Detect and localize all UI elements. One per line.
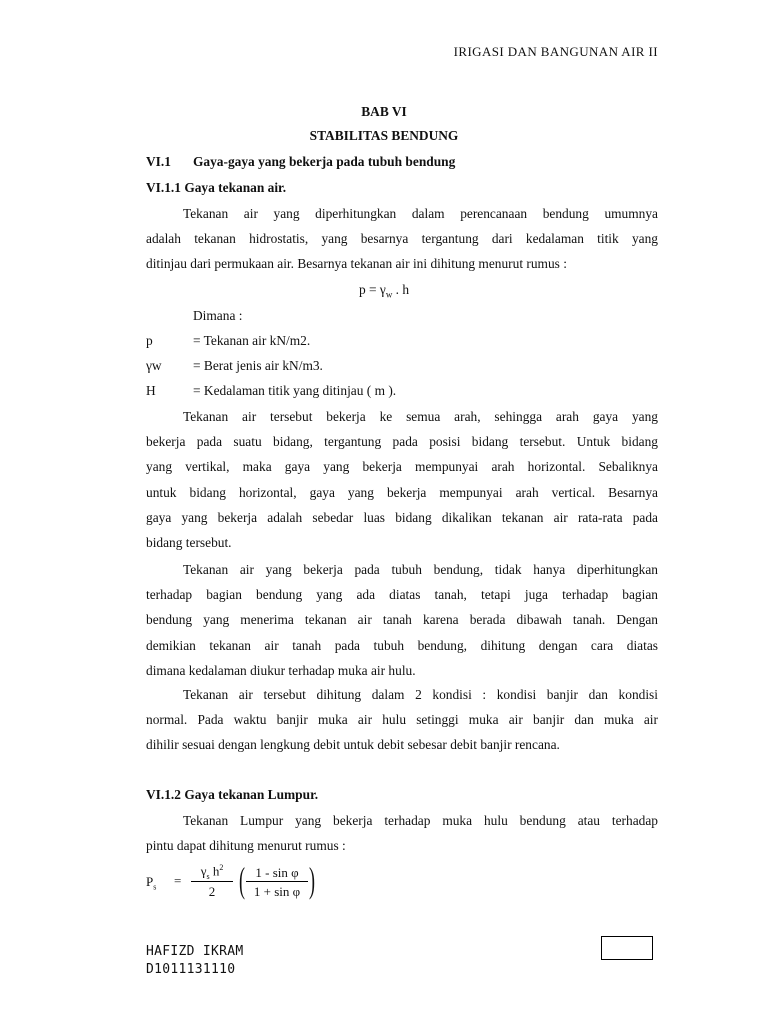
text-line: Tekanan Lumpur yang bekerja terhadap muka hulu bendung atau terhadap (183, 813, 658, 828)
document-page: IRIGASI DAN BANGUNAN AIR II BAB VI STABILITAS BENDUNG VI.1 Gaya-gaya yang bekerja pada tubuh bendung VI.1.1 Gaya tekanan air. Tekanan air yang diperhitungkan dalam perencanaan bendung umumnya adalah tekanan hidrostatis, yang besarnya tergantung dari kedalaman titik yang ditinjau dari permukaan air. Besarnya tekanan air ini dihitung menurut rumus : $p = \gamma_w$ . h Dimana : p = Tekanan air kN/m2. γw = Berat jenis air kN/m3. H = Kedalaman titik yang ditinjau ( m ). Tekanan air tersebut bekerja ke semua arah, sehingga arah gaya yang bekerja pada suatu bidang, tergantung pada posisi bidang tersebut. Untuk bidang yang vertikal, maka gaya yang bekerja mempunyai arah horizontal. Sebaliknya untuk bidang horizontal, gaya yang bekerja mempunyai arah vertical. Besarnya gaya yang bekerja adalah sebedar luas bidang dikalikan tekanan air rata-rata pada bidang tersebut. Tekanan air yang bekerja pada tubuh bendung, tidak hanya diperhitungkan terhadap bagian bendung yang ada diatas tanah, tetapi juga terhadap bagian bendung yang menerima tekanan air tanah karena berada dibawah tanah. Dengan demikian tekanan air tanah pada tubuh bendung, dihitung dengan cara diatas dimana kedalaman diukur terhadap muka air hulu. Tekanan air tersebut dihitung dalam 2 kondisi : kondisi banjir dan kondisi normal. Pada waktu banjir muka air hulu setinggi muka air banjir dan muka air dihilir sesuai dengan lengkung debit untuk debit sebesar debit banjir rencana. VI.1.2 Gaya tekanan Lumpur. Tekanan Lumpur yang bekerja terhadap muka hulu bendung atau terhadap pintu dapat dihitung menurut rumus : $P_s$ = $\gamma_s$ $h^2$ 2 ( 1 - sin φ 1 + sin φ ) HAFIZD IKRAM D1011131110 (0, 0, 768, 1024)
paragraph (146, 201, 658, 277)
text-line: bidang tersebut. (146, 535, 232, 551)
definition-term: H (146, 383, 156, 398)
running-header: IRIGASI DAN BANGUNAN AIR II (453, 44, 658, 59)
text-line: gaya yang bekerja adalah sebedar luas bidang dikalikan tekanan air rata-rata pada (146, 509, 658, 525)
text-line: normal. Pada waktu banjir muka air hulu setinggi muka air banjir dan muka air (146, 712, 658, 728)
author-name: HAFIZD IKRAM (146, 944, 244, 959)
chapter-number: BAB VI (361, 104, 407, 119)
paragraph (146, 682, 658, 758)
definition-term: γw (146, 358, 162, 373)
text-line: bekerja pada suatu bidang, tergantung pada posisi bidang tersebut. Untuk bidang (146, 434, 658, 450)
text-line: dimana kedalaman diukur terhadap muka air hulu. (146, 662, 416, 678)
student-id: D1011131110 (146, 962, 236, 977)
text-line: ditinjau dari permukaan air. Besarnya tekanan air ini dihitung menurut rumus : (146, 256, 567, 272)
text-line: adalah tekanan hidrostatis, yang besarnya tergantung dari kedalaman titik yang (146, 231, 658, 247)
formula-pressure: $p = \gamma_w$ . h (358, 282, 410, 300)
section-number: VI.1 (146, 154, 171, 169)
paragraph (146, 404, 658, 555)
text-line: demikian tekanan air tanah pada tubuh bendung, dihitung dengan cara diatas (146, 637, 658, 653)
subsection-title: VI.1.2 Gaya tekanan Lumpur. (146, 787, 319, 802)
text-line: dihilir sesuai dengan lengkung debit untuk debit sebesar debit banjir rencana. (146, 737, 560, 753)
definition-text: = Kedalaman titik yang ditinjau ( m ). (193, 383, 397, 398)
text-line: bendung yang menerima tekanan air tanah karena berada dibawah tanah. Dengan (146, 612, 658, 628)
where-label: Dimana : (193, 308, 243, 323)
chapter-title: STABILITAS BENDUNG (309, 128, 459, 143)
text-line: Tekanan air yang bekerja pada tubuh bendung, tidak hanya diperhitungkan (183, 562, 658, 577)
paragraph (146, 557, 658, 683)
text-line: Tekanan air tersebut bekerja ke semua arah, sehingga arah gaya yang (183, 409, 658, 424)
text-line: Tekanan air yang diperhitungkan dalam perencanaan bendung umumnya (183, 206, 658, 221)
text-line: terhadap bagian bendung yang ada diatas tanah, tetapi juga terhadap bagian (146, 587, 658, 603)
definition-term: p (146, 333, 153, 348)
subsection-title: VI.1.1 Gaya tekanan air. (146, 180, 287, 195)
text-line: Tekanan air tersebut dihitung dalam 2 kondisi : kondisi banjir dan kondisi (183, 687, 658, 702)
definition-text: = Berat jenis air kN/m3. (193, 358, 323, 373)
section-title: Gaya-gaya yang bekerja pada tubuh bendung (193, 154, 456, 169)
text-line: untuk bidang horizontal, gaya yang bekerja mempunyai arah vertical. Besarnya (146, 484, 658, 500)
text-line: pintu dapat dihitung menurut rumus : (146, 838, 346, 854)
paragraph (146, 808, 658, 858)
page-number-box (601, 936, 653, 960)
text-line: yang vertikal, maka gaya yang bekerja mempunyai arah horizontal. Sebaliknya (146, 459, 658, 475)
definition-text: = Tekanan air kN/m2. (193, 333, 311, 348)
